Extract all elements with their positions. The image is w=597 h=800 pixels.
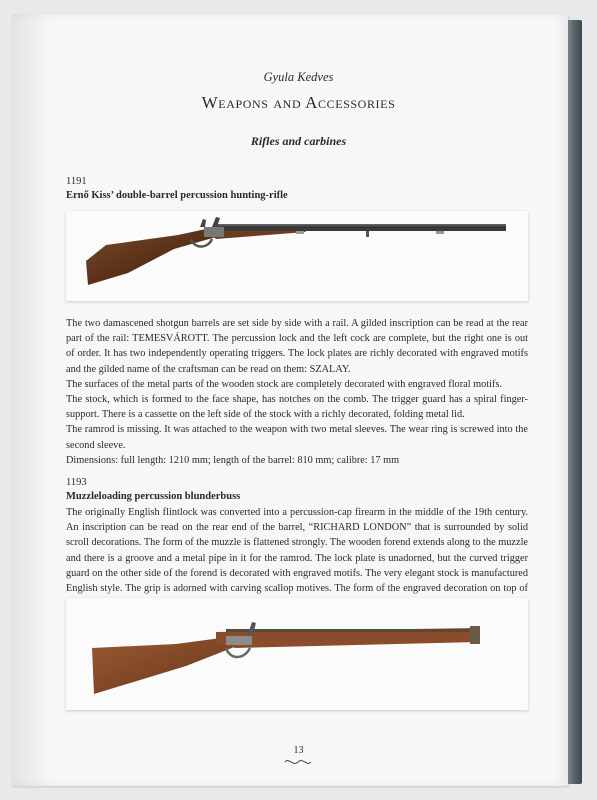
description-1191 <box>66 316 528 468</box>
section-subtitle: Rifles and carbines <box>250 134 347 148</box>
chapter-title: Weapons and Accessories <box>201 93 396 112</box>
page-number: 13 <box>293 745 304 756</box>
paragraph: The two damascened shotgun barrels are set side by side with a rail. A gilded inscription can be read at the rear part of the rail: TEMESVÁROTT. The percussion lock and the left cock are complete, but the right one is out of order. It has two independently operating triggers. The lock plates are richly decorated with engraved motifs and the gilded name of the craftsman can be read on them: SZALAY. <box>66 318 528 375</box>
paragraph: The ramrod is missing. It was attached to the weapon with two metal sleeves. The wear ring is screwed into the second sleeve. <box>66 424 528 451</box>
paragraph: The stock, which is formed to the face shape, has notches on the comb. The trigger guard has a spiral finger-support. There is a cassette on the left side of the stock with a richly decorated, folding metal lid. <box>66 394 528 421</box>
page-gutter-shadow <box>12 14 52 786</box>
item-number-1191: 1191 <box>66 176 87 187</box>
item-number-1193: 1193 <box>66 477 87 488</box>
dimensions: Dimensions: full length: 1210 mm; length of the barrel: 810 mm; calibre: 17 mm <box>66 454 400 466</box>
description-1193 <box>66 505 528 611</box>
paragraph: The surfaces of the metal parts of the wooden stock are completely decorated with engraved floral motifs. <box>66 378 503 390</box>
double-barrel-rifle-image <box>66 211 528 301</box>
author-name: Gyula Kedves <box>263 70 334 84</box>
rifle-photo-1191 <box>66 211 528 301</box>
page-ornament-icon <box>283 757 313 767</box>
blunderbuss-photo-1193 <box>66 598 528 710</box>
blunderbuss-image <box>66 598 528 710</box>
item-title-1193: Muzzleloading percussion blunderbuss <box>66 491 241 502</box>
paragraph: The originally English flintlock was converted into a percussion-cap firearm in the middle of the 19th century. An inscription can be read on the rear end of the barrel, “RICHARD LONDON” that is surrounded by solid scroll decorations. The form of the muzzle is flattened strongly. The wooden forend extends along to the muzzle and there is a groove and a metal pipe in it for the ramrod. The lock plate is unadorned, but the curved trigger guard on the other side of the forend is decorated with engraved motifs. The very elegant stock is manufactured English style. The grip is adorned with carving scallop motives. The form of the engraved decoration on top of <box>66 507 528 595</box>
item-title-1191: Ernő Kiss’ double-barrel percussion hunting-rifle <box>66 190 288 201</box>
